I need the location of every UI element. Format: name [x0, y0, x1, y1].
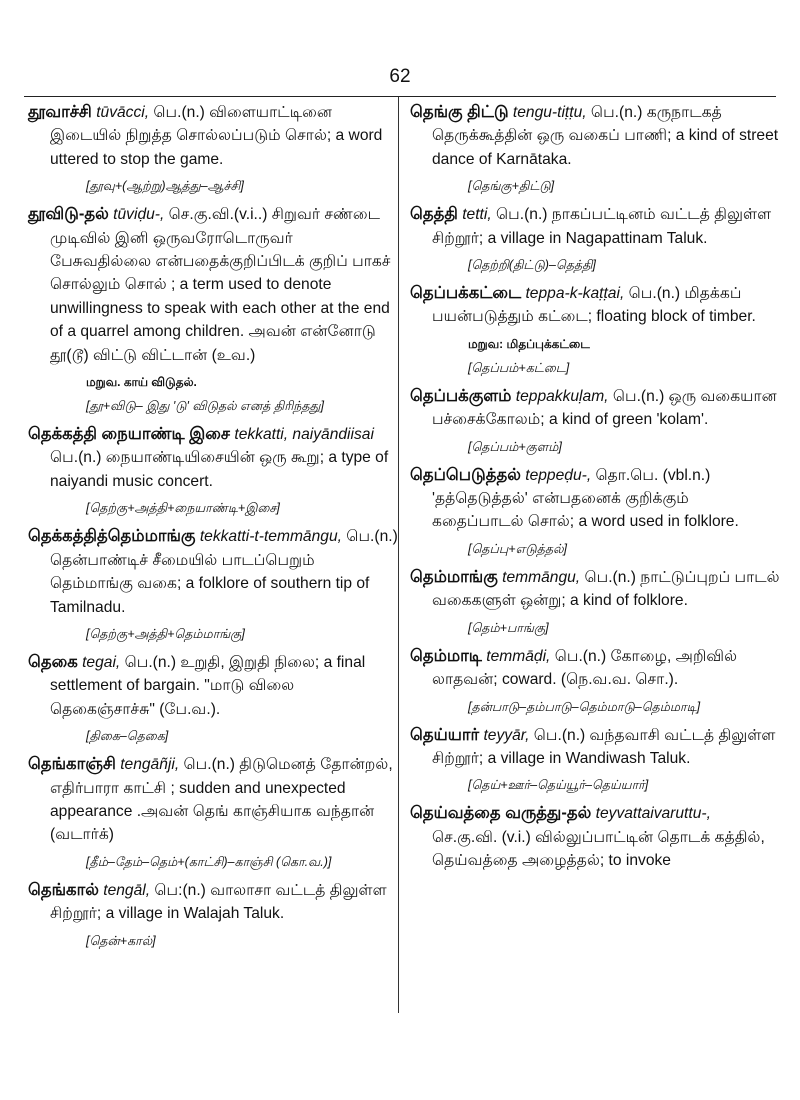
entry-transliteration: tengāñji,: [115, 756, 180, 774]
entry-synonym: மறுவ. காய் விடுதல்.: [86, 375, 197, 390]
dictionary-entry: [28, 203, 398, 416]
entry-etymology: [தென்+கால்]: [86, 933, 156, 948]
dictionary-entry: [410, 645, 780, 717]
entry-transliteration: tekkatti-t-temmāngu,: [195, 528, 342, 546]
left-column: [28, 101, 398, 958]
entry-definition: பெ.(n.) ஒரு வகையான பச்சைக்கோலம்; a kind of green 'kolam'.: [432, 387, 777, 429]
dictionary-entry: [410, 282, 780, 378]
entry-definition: பெ.(n.) கோழை, அறிவில் லாதவன்; coward. (நெ.வ.வ. சொ.).: [432, 647, 738, 689]
right-column: [410, 101, 780, 877]
entry-definition: பெ.(n.) திடுமெனத் தோன்றல், எதிர்பாரா காட்சி ; sudden and unexpected appearance .அவன் தெங் காஞ்சியாக வந்தான் (வடார்க்): [50, 756, 393, 844]
dictionary-entry: [28, 879, 398, 951]
entry-etymology: [தெங்கு+திட்டு]: [468, 179, 555, 194]
entry-headword: தெக்கத்தி நையாண்டி இசை: [28, 425, 231, 444]
entry-transliteration: tengu-tiṭṭu,: [508, 104, 587, 121]
entry-transliteration: teppeḍu-,: [520, 466, 592, 484]
entry-etymology: [தன்பாடு–தம்பாடு–தெம்மாடு–தெம்மாடி]: [468, 699, 701, 714]
entry-etymology: [திகை–தெகை]: [86, 729, 169, 744]
dictionary-entry: [410, 464, 780, 559]
entry-headword: தெங்கால்: [28, 880, 99, 899]
entry-transliteration: teppakkuḷam,: [511, 387, 609, 405]
entry-transliteration: tūviḍu-,: [113, 206, 165, 224]
dictionary-entry: [410, 385, 780, 457]
entry-headword: தெய்வத்தை வருத்து-தல்: [410, 804, 592, 823]
entry-definition: பெ.(n.) தென்பாண்டிச் சீமையில் பாடப்பெறும் தெம்மாங்கு வகை; a folklore of southern tip of Tamilnadu.: [50, 528, 398, 616]
entry-etymology: [தெப்பு+எடுத்தல்]: [468, 541, 568, 556]
entry-etymology: [தெற்றி(திட்டு)–தெத்தி]: [468, 258, 596, 273]
entry-definition: பெ.(n.) கருநாடகத் தெருக்கூத்தின் ஒரு வகைப் பாணி; a kind of street dance of Karnātaka.: [432, 104, 779, 168]
entry-transliteration: tekkatti, naiyāndiisai: [230, 426, 374, 444]
entry-etymology: [தெற்கு+அத்தி+தெம்மாங்கு]: [86, 626, 245, 641]
entry-headword: தெப்பக்குளம்: [410, 386, 512, 405]
dictionary-entry: [410, 802, 780, 872]
entry-definition: பெ.(n.) நாகப்பட்டினம் வட்டத் திலுள்ள சிற்றூர்; a village in Nagapattinam Taluk.: [432, 206, 772, 247]
dictionary-entry: [28, 753, 398, 872]
entry-etymology: [தெப்பம்+குளம்]: [468, 439, 562, 454]
entry-etymology: [தெப்பம்+கட்டை]: [468, 360, 570, 375]
entry-etymology: [தூவு+(ஆற்று)ஆத்து–ஆச்சி]: [86, 179, 244, 194]
entry-headword: தெக்கத்தித்தெம்மாங்கு: [28, 527, 196, 546]
entry-transliteration: teyvattaivaruttu-,: [591, 805, 711, 823]
entry-transliteration: teppa-k-kaṭṭai,: [521, 285, 625, 303]
entry-headword: தெப்பக்கட்டை: [410, 284, 522, 303]
dictionary-entry: [410, 203, 780, 275]
entry-headword: தெங்கு திட்டு: [410, 103, 509, 121]
entry-etymology: [தெற்கு+அத்தி+நையாண்டி+இசை]: [86, 501, 280, 516]
entry-transliteration: temmāḍi,: [481, 647, 551, 665]
entry-definition: தொ.பெ. (vbl.n.) 'தத்தெடுத்தல்' என்பதனைக் குறிக்கும் கதைப்பாடல் சொல்; a word used in folklore.: [432, 466, 739, 531]
page-number: 62: [389, 66, 411, 87]
entry-transliteration: teyyār,: [479, 726, 530, 744]
entry-etymology: [தெம்+பாங்கு]: [468, 620, 549, 635]
dictionary-entry: [28, 651, 398, 746]
dictionary-entry: [28, 423, 398, 518]
dictionary-entry: [28, 525, 398, 644]
entry-etymology: [தெய்+ஊர்–தெய்யூர்–தெய்யார்]: [468, 778, 649, 793]
entry-headword: தெய்யார்: [410, 725, 480, 744]
dictionary-entry: [28, 101, 398, 196]
entry-synonym: மறுவ: மிதப்புக்கட்டை: [468, 336, 590, 351]
entry-headword: தெங்காஞ்சி: [28, 755, 116, 774]
entry-definition: பெ.(n.) வந்தவாசி வட்டத் திலுள்ள சிற்றூர்; a village in Wandiwash Taluk.: [432, 726, 776, 767]
entry-etymology: [தீம்–தேம்–தெம்+(காட்சி)–காஞ்சி (கொ.வ.)]: [86, 854, 332, 869]
entry-transliteration: tetti,: [457, 206, 492, 224]
entry-transliteration: tengāl,: [98, 881, 151, 899]
entry-definition: செ.கு.வி.(v.i..) சிறுவர் சண்டை முடிவில் இனி ஒருவரோடொருவர் பேசுவதில்லை என்பதைக்குறிப்பிடக் குறிப் பாகச் சொல்லும் சொல் ; a term used to denote unwillingness to speak with each other at the end of a quarrel among children. அவன் என்னோடு தூ(டூ) விட்டு விட்டான் (உவ.): [50, 206, 391, 364]
header-rule: [24, 96, 776, 97]
entry-transliteration: tegai,: [77, 653, 121, 671]
entry-transliteration: temmāngu,: [497, 568, 581, 586]
entry-headword: தெகை: [28, 652, 78, 671]
entry-definition: பெ:(n.) வாலாசா வட்டத் திலுள்ள சிற்றூர்; a village in Walajah Taluk.: [50, 881, 387, 923]
entry-headword: தெம்மாங்கு: [410, 567, 498, 586]
entry-headword: தெப்பெடுத்தல்: [410, 465, 521, 484]
column-divider: [398, 97, 399, 1013]
dictionary-entry: [410, 724, 780, 796]
entry-headword: தூவாச்சி: [28, 103, 92, 121]
entry-definition: செ.கு.வி. (v.i.) வில்லுப்பாட்டின் தொடக் கத்தில், தெய்வத்தை அழைத்தல்; to invoke: [432, 828, 765, 870]
entry-headword: தூவிடு-தல்: [28, 205, 109, 224]
entry-definition: பெ.(n.) நையாண்டியிசையின் ஒரு கூறு; a type of naiyandi music concert.: [50, 449, 389, 490]
entry-transliteration: tūvācci,: [96, 104, 150, 121]
dictionary-entry: [410, 101, 780, 196]
entry-definition: பெ.(n.) மிதக்கப் பயன்படுத்தும் கட்டை; floating block of timber.: [432, 285, 756, 326]
entry-headword: தெத்தி: [410, 205, 458, 224]
dictionary-entry: [410, 566, 780, 638]
entry-definition: பெ.(n.) விளையாட்டினை இடையில் நிறுத்த சொல்லப்படும் சொல்; a word uttered to stop the game.: [50, 104, 383, 168]
entry-etymology: [தூ+விடு– இது 'டு' விடுதல் எனத் திரிந்தது]: [86, 399, 324, 414]
entry-headword: தெம்மாடி: [410, 646, 482, 665]
entry-definition: பெ.(n.) உறுதி, இறுதி நிலை; a final settlement of bargain. "மாடு விலை தெகைஞ்சாச்சு" (பே.வ.).: [50, 653, 366, 718]
entry-definition: பெ.(n.) நாட்டுப்புறப் பாடல் வகைகளுள் ஒன்று; a kind of folklore.: [432, 568, 780, 610]
